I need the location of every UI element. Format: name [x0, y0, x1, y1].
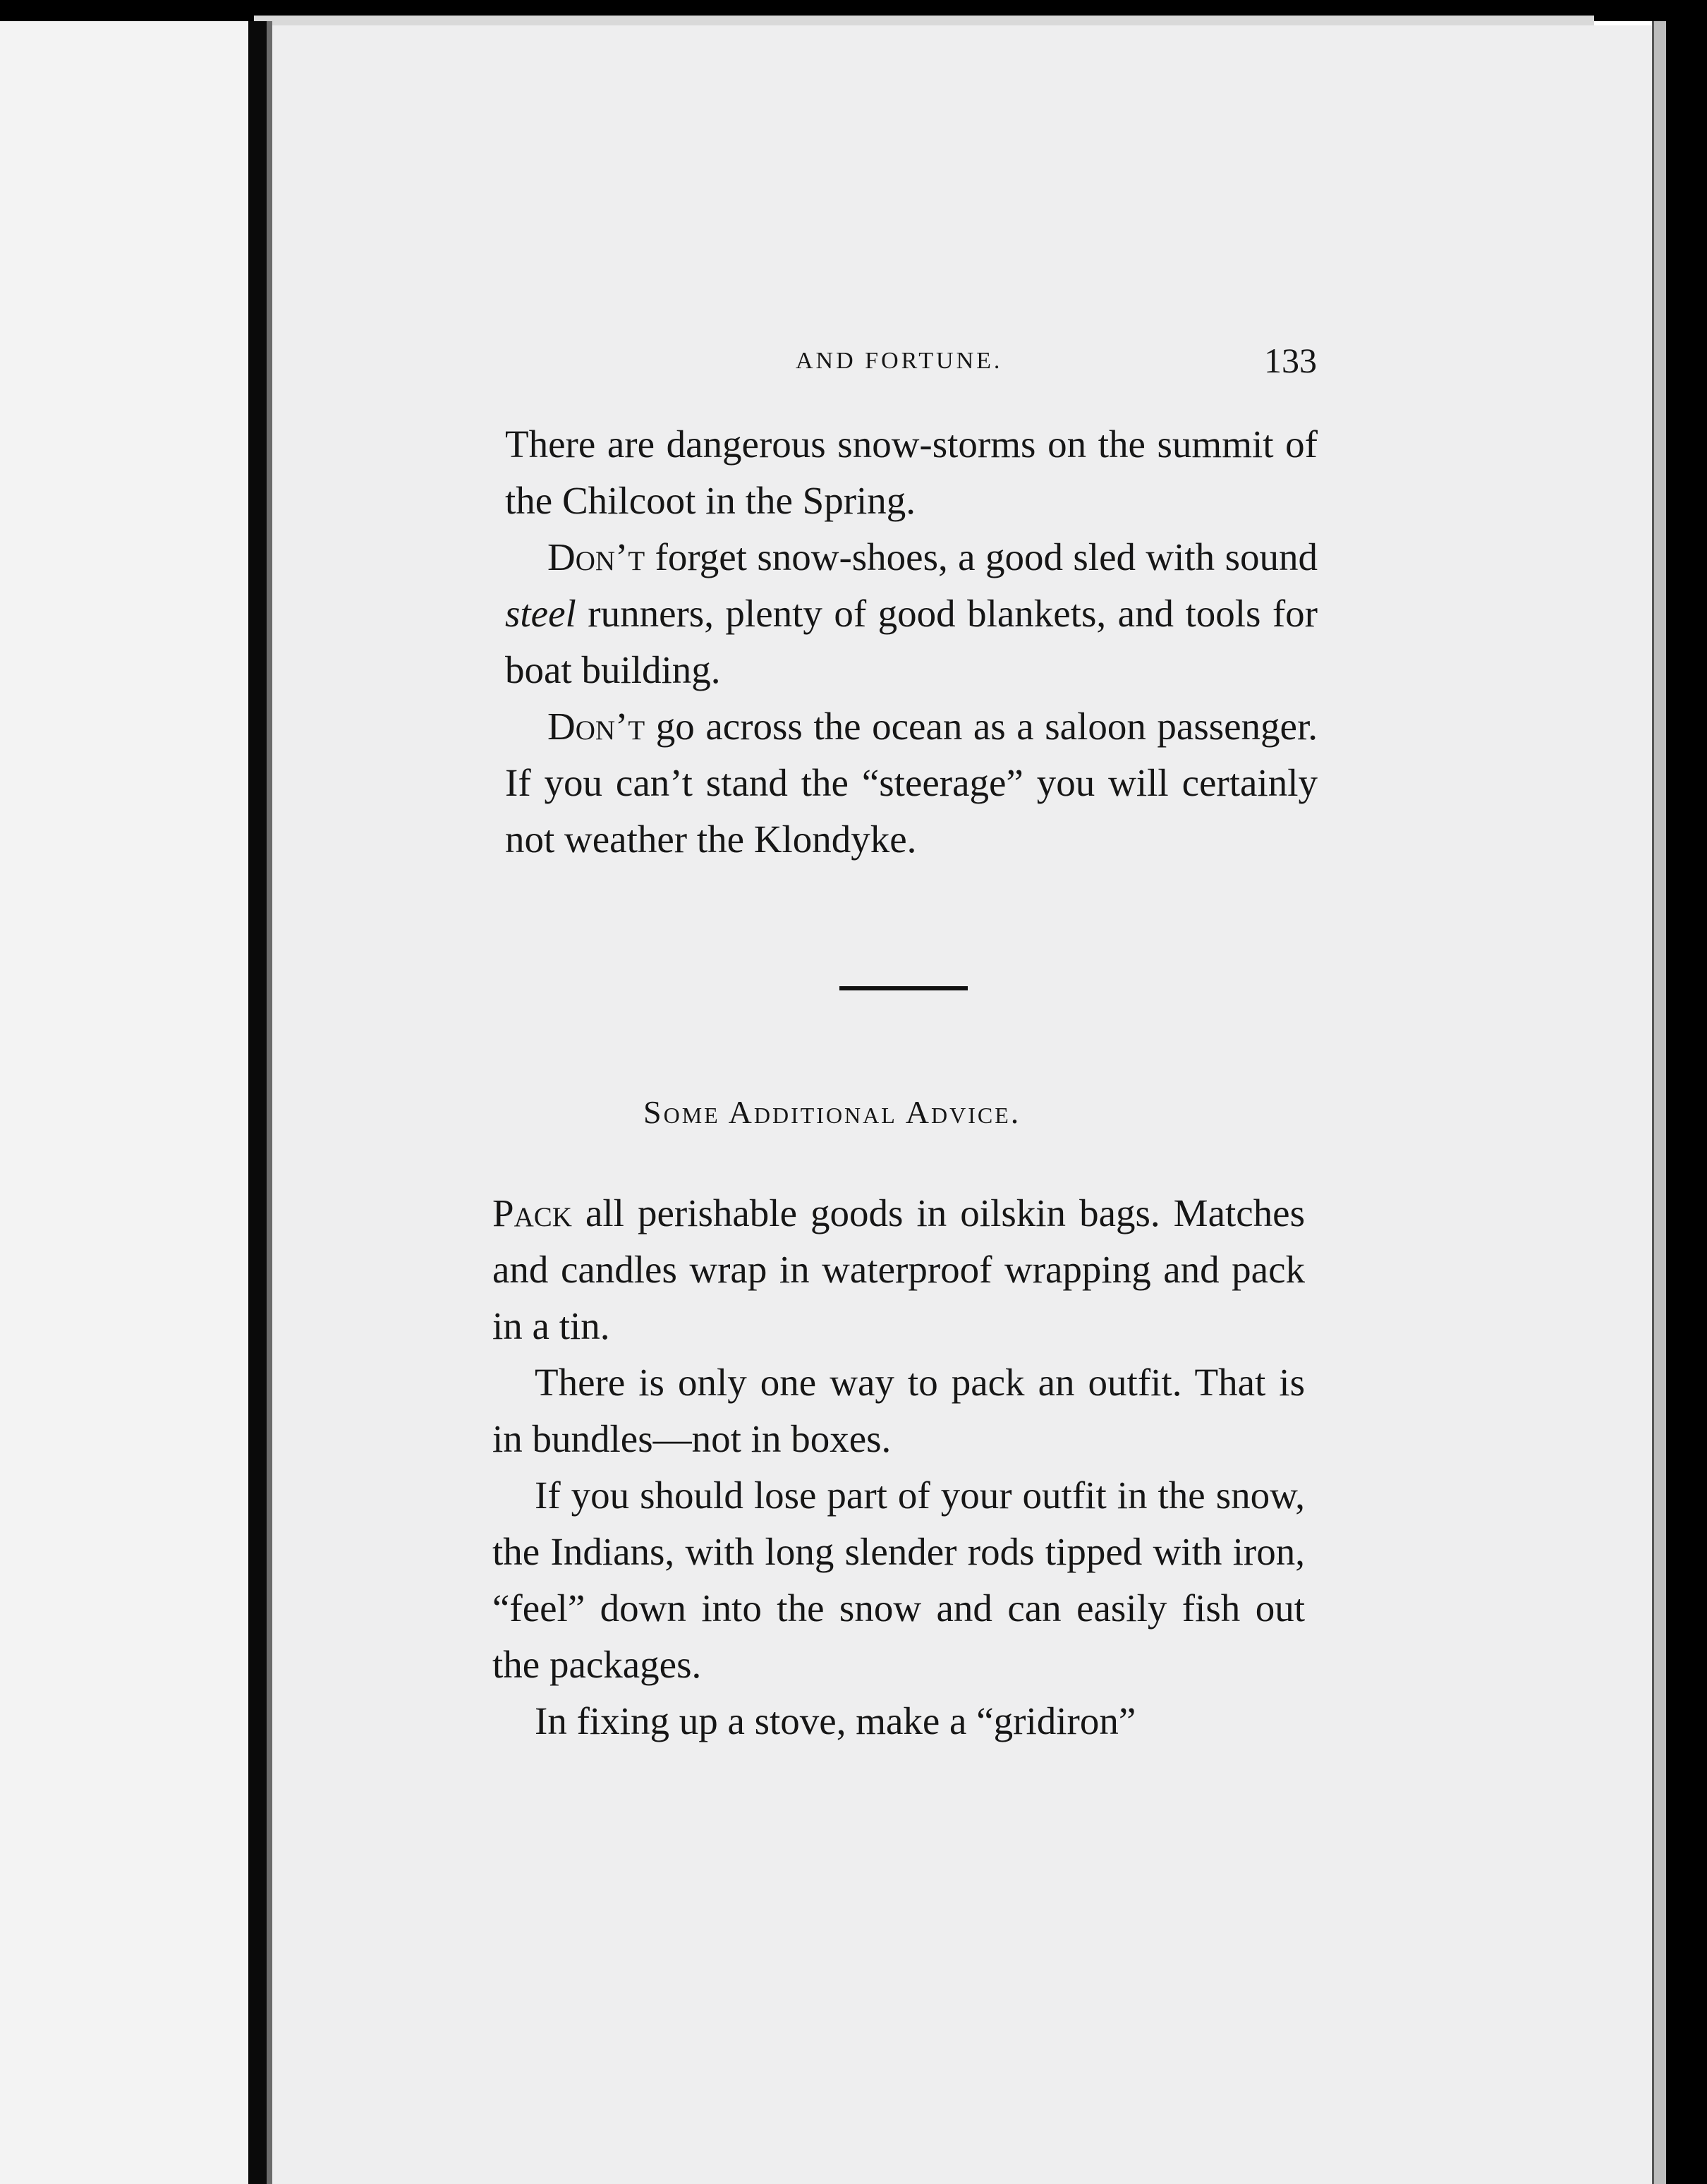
section-divider [839, 986, 968, 990]
paragraph-text: go across the ocean as a saloon passenger. If you can’t stand the “steerage” you will certainly not weather the Klondyke. [505, 705, 1318, 861]
text-block-bottom [492, 1185, 1305, 1749]
book-gutter [248, 21, 267, 2184]
paragraph [492, 1185, 1305, 1354]
page-number: 133 [1264, 341, 1317, 380]
paragraph [505, 698, 1318, 868]
page-top-edge [254, 16, 1594, 25]
paragraph-text: forget snow-shoes, a good sled with sound [645, 535, 1318, 578]
paragraph-text: all perishable goods in oilskin bags. Matches and candles wrap in waterproof wrapping and pack in a tin. [492, 1191, 1305, 1347]
paragraph: There is only one way to pack an outfit. That is in bundles—not in boxes. [492, 1361, 1305, 1460]
running-head: AND FORTUNE. [796, 348, 1003, 374]
emphasis: steel [505, 592, 576, 635]
page-stack-edge [1652, 21, 1666, 2184]
gutter-shadow [267, 21, 272, 2184]
paragraph: There are dangerous snow-storms on the summit of the Chilcoot in the Spring. [505, 423, 1318, 522]
scan-right-border [1666, 21, 1707, 2184]
paragraph-text: runners, plenty of good blankets, and tools for boat building. [505, 592, 1318, 691]
facing-page [0, 21, 248, 2184]
paragraph [505, 529, 1318, 698]
paragraph: If you should lose part of your outfit in the snow, the Indians, with long slender rods tipped with iron, “feel” down into the snow and can easily fish out the packages. [492, 1474, 1305, 1686]
lead-word: Don’t [547, 705, 645, 748]
lead-word: Don’t [547, 535, 645, 578]
section-heading: Some Additional Advice. [643, 1094, 1021, 1130]
text-block-top [505, 416, 1318, 868]
lead-word: Pack [492, 1191, 572, 1234]
paragraph: In fixing up a stove, make a “gridiron” [535, 1699, 1136, 1742]
